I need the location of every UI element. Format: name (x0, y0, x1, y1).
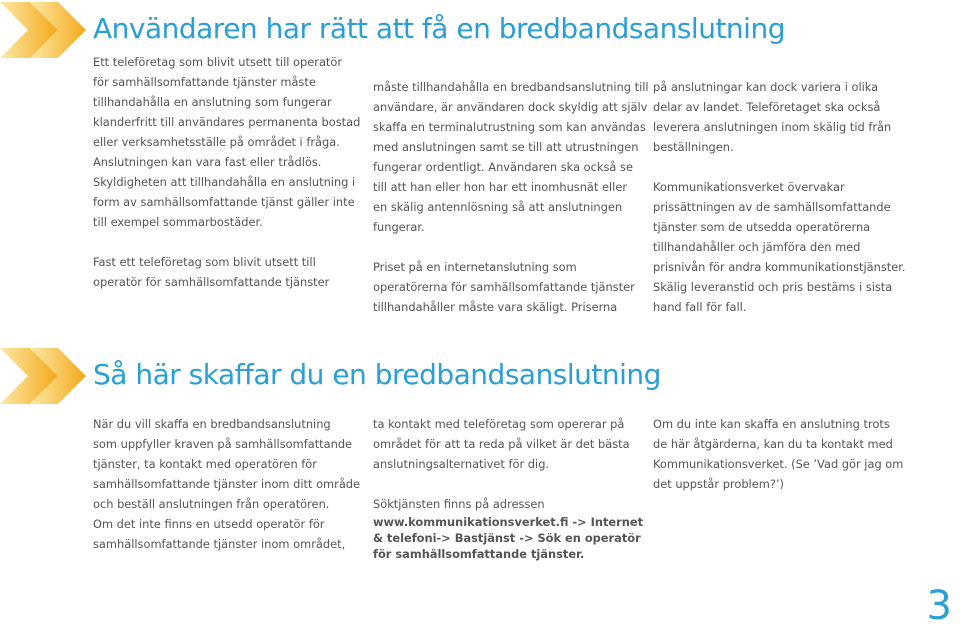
section1-column-2 (373, 77, 663, 317)
text-line: tillhandahåller måste vara skäligt. Priserna (373, 300, 618, 314)
text-line: måste tillhandahålla en bredbandsanslutning till (373, 80, 649, 94)
text-line: eller verksamhetsställe på området i fråga. (93, 135, 340, 149)
section-title: Användaren har rätt att få en bredbandsanslutning (93, 12, 785, 45)
section1-column-1 (93, 52, 383, 292)
text-line: Anslutningen kan vara fast eller trådlös. (93, 155, 322, 169)
text-line: tillhandahåller och jämföra den med (653, 240, 861, 254)
text-line: på anslutningar kan dock variera i olika (653, 80, 879, 94)
text-line: och beställ anslutningen från operatören. (93, 497, 330, 511)
text-line: Fast ett teleföretag som blivit utsett till (93, 255, 316, 269)
text-line: När du vill skaffa en bredbandsanslutning (93, 417, 331, 431)
text-line: till exempel sommarbostäder. (93, 215, 263, 229)
text-line: tillhandahålla en anslutning som fungerar (93, 95, 332, 109)
text-line: samhällsomfattande tjänster inom ditt område (93, 477, 361, 491)
text-line: ta kontakt med teleföretag som opererar på (373, 417, 625, 431)
text-line: klanderfritt till användares permanenta bostad (93, 115, 361, 129)
text-line: Priset på en internetanslutning som (373, 260, 577, 274)
text-line: som uppfyller kraven på samhällsomfattande (93, 437, 353, 451)
service-link[interactable]: & telefoni-> Bastjänst -> Sök en operatör (373, 531, 641, 545)
text-line: en skälig antennlösning så att anslutningen (373, 200, 623, 214)
text-line: beställningen. (653, 140, 734, 154)
text-line: leverera anslutningen inom skälig tid från (653, 120, 892, 134)
text-line: Söktjänsten finns på adressen (373, 497, 545, 511)
text-line: med anslutningen samt se till att utrustningen (373, 140, 639, 154)
text-line: samhällsomfattande tjänster inom området, (93, 537, 346, 551)
text-line: form av samhällsomfattande tjänst gäller inte (93, 195, 355, 209)
text-line: användare, är användaren dock skyldig att själv (373, 100, 648, 114)
page-number: 3 (926, 583, 952, 629)
text-line: fungerar ordentligt. Användaren ska också se (373, 160, 633, 174)
text-line: tjänster, ta kontakt med operatören för (93, 457, 317, 471)
text-line: Kommunikationsverket. (Se ’Vad gör jag om (653, 457, 904, 471)
section1-column-3 (653, 77, 943, 317)
section2-column-1 (93, 414, 383, 554)
double-arrow-icon (0, 0, 90, 60)
text-line: de här åtgärderna, kan du ta kontakt med (653, 437, 893, 451)
text-line: prissättningen av de samhällsomfattande (653, 200, 891, 214)
text-line: Skälig leveranstid och pris bestäms i sista (653, 280, 893, 294)
section2-column-2 (373, 414, 663, 562)
text-line: fungerar. (373, 220, 425, 234)
section-title: Så här skaffar du en bredbandsanslutning (93, 358, 661, 391)
text-line: Om du inte kan skaffa en anslutning trots (653, 417, 890, 431)
text-line: operatörerna för samhällsomfattande tjänster (373, 280, 635, 294)
text-line: hand fall för fall. (653, 300, 747, 314)
text-line: prisnivån för andra kommunikationstjänster. (653, 260, 906, 274)
service-link[interactable]: för samhällsomfattande tjänster. (373, 547, 585, 561)
section2-column-3 (653, 414, 943, 494)
service-link[interactable]: www.kommunikationsverket.fi -> Internet (373, 515, 644, 529)
text-line: skaffa en terminalutrustning som kan användas (373, 120, 646, 134)
text-line: för samhällsomfattande tjänster måste (93, 75, 316, 89)
text-line: anslutningsalternativet för dig. (373, 457, 550, 471)
double-arrow-icon (0, 346, 90, 406)
text-line: till att han eller hon har ett inomhusnät eller (373, 180, 628, 194)
text-line: tjänster som de utsedda operatörerna (653, 220, 871, 234)
text-line: Ett teleföretag som blivit utsett till operatör (93, 55, 343, 69)
text-line: Om det inte finns en utsedd operatör för (93, 517, 325, 531)
text-line: det uppstår problem?’) (653, 477, 784, 491)
text-line: området för att ta reda på vilket är det bästa (373, 437, 630, 451)
text-line: delar av landet. Teleföretaget ska också (653, 100, 881, 114)
text-line: operatör för samhällsomfattande tjänster (93, 275, 330, 289)
text-line: Kommunikationsverket övervakar (653, 180, 845, 194)
text-line: Skyldigheten att tillhandahålla en anslutning i (93, 175, 356, 189)
